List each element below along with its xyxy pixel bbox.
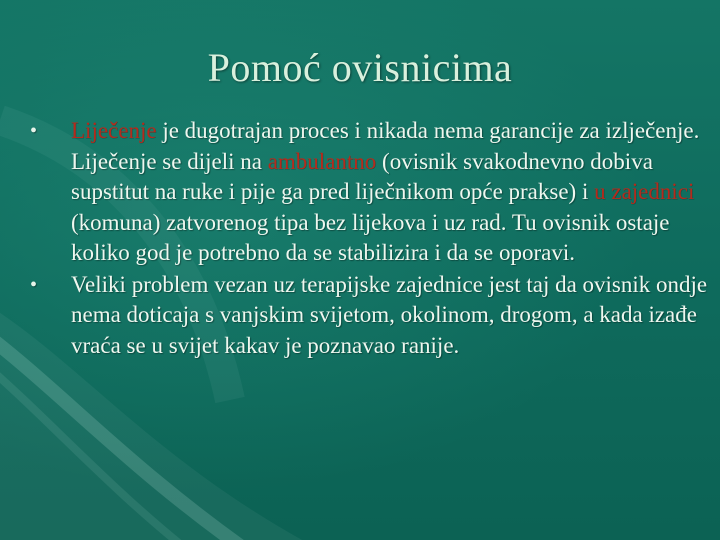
bullet-list xyxy=(30,116,710,362)
bullet-text: (ovisnik svakodnevno dobiva supstitut na ruke i pije ga pred liječnikom opće prakse) i xyxy=(71,148,653,204)
bullet-text-highlight: ambulantno xyxy=(267,148,377,174)
bullet-marker: • xyxy=(30,120,38,142)
bullet-text: Veliki problem vezan uz terapijske zajednice jest taj da ovisnik ondje nema doticaja s vanjskim svijetom, okolinom, drogom, a kada izađe vraća se u svijet kakav je poznavao ranije. xyxy=(71,271,708,358)
bullet-marker: • xyxy=(30,273,38,296)
slide-title: Pomoć ovisnicima xyxy=(207,45,513,90)
bullet-text-highlight: Liječenje xyxy=(71,118,157,143)
bullet-text: je dugotrajan proces i nikada nema garancije za izlječenje. Liječenje se dijeli na xyxy=(71,118,700,174)
bullet-text: (komuna) zatvorenog tipa bez lijekova i uz rad. Tu ovisnik ostaje koliko god je potrebno da se stabilizira i da se oporavi. xyxy=(71,209,670,265)
bullet-item xyxy=(30,116,710,269)
bullet-item xyxy=(30,270,710,362)
bullet-text-highlight: u zajednici xyxy=(594,179,695,204)
